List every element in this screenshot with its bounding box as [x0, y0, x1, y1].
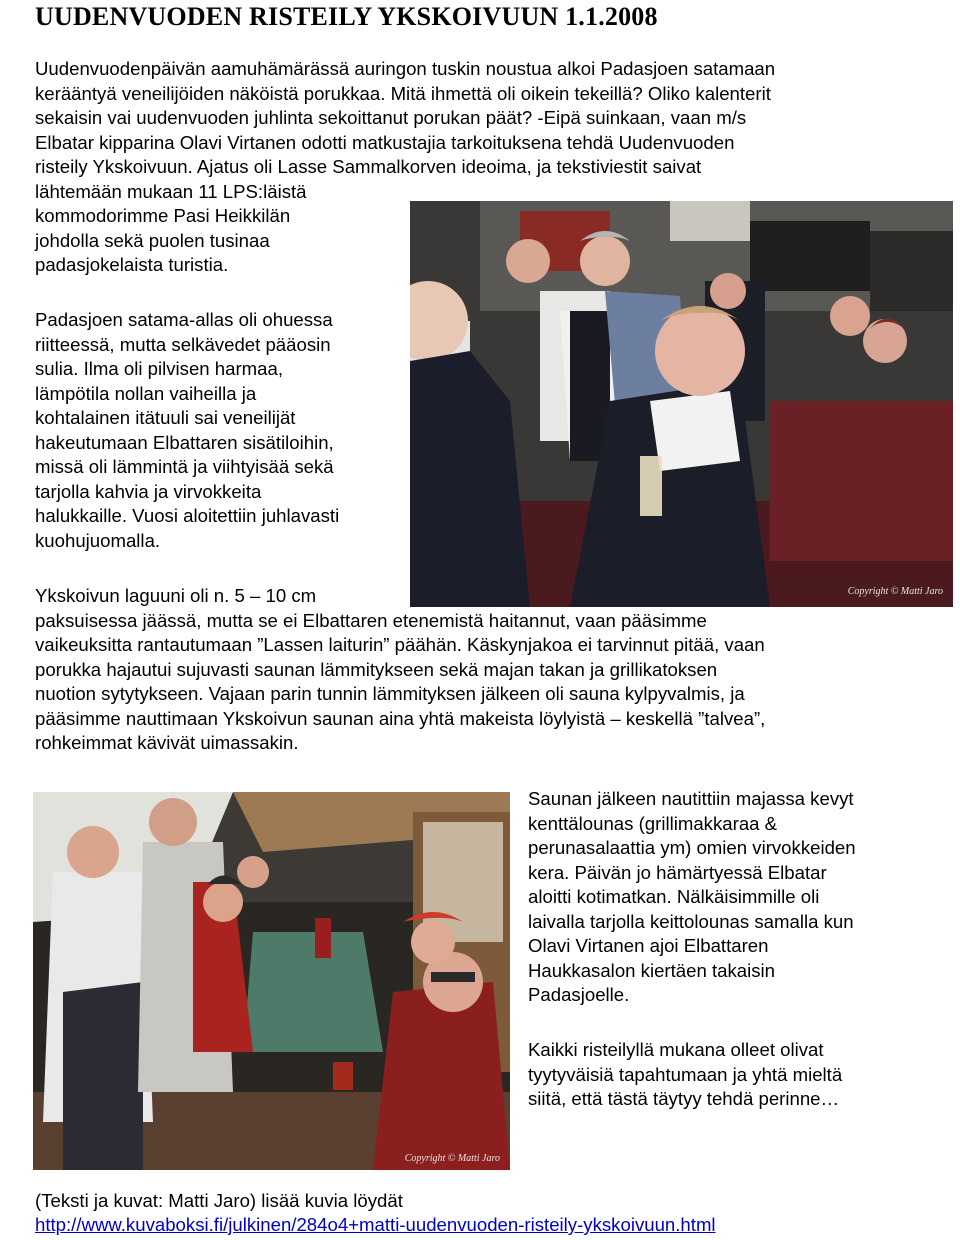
text-line: perunasalaattia ym) omien virvokkeiden [528, 837, 856, 858]
photo-watermark: Copyright © Matti Jaro [404, 1153, 500, 1164]
more-photos-link[interactable]: http://www.kuvaboksi.fi/julkinen/284o4+matti-uudenvuoden-risteily-ykskoivuun.html [35, 1214, 716, 1235]
article-title: UUDENVUODEN RISTEILY YKSKOIVUUN 1.1.2008 [35, 2, 658, 31]
text-line: Elbatar kipparina Olavi Virtanen odotti matkustajia tarkoituksena tehdä Uudenvuoden [35, 131, 735, 153]
text-line: johdolla sekä puolen tusinaa [35, 229, 270, 251]
text-line: nuotion sytytykseen. Vajaan parin tunnin lämmityksen jälkeen oli sauna kylpyvalmis, ja [35, 683, 745, 704]
text-line: tarjolla kahvia ja virvokkeita [35, 480, 262, 502]
text-line: kenttälounas (grillimakkaraa & [528, 812, 778, 834]
text-line: Ykskoivun laguuni oli n. 5 – 10 cm [35, 585, 317, 606]
text-line: sekaisin vai uudenvuoden juhlinta sekoittanut porukan päät? -Eipä suinkaan, vaan m/s [35, 107, 747, 128]
photo-credit: (Teksti ja kuvat: Matti Jaro) lisää kuvia löydät [35, 1190, 403, 1211]
text-line: Kaikki risteilyllä mukana olleet olivat [528, 1039, 824, 1060]
text-line: siitä, että tästä täytyy tehdä perinne… [528, 1088, 840, 1109]
text-line: halukkaille. Vuosi aloitettiin juhlavasti [35, 505, 340, 526]
text-line: kera. Päivän jo hämärtyessä Elbatar [528, 861, 827, 883]
text-line: tyytyväisiä tapahtumaan ja yhtä mieltä [528, 1063, 843, 1085]
text-line: risteily Ykskoivuun. Ajatus oli Lasse Sammalkorven ideoima, ja tekstiviestit saivat [35, 156, 702, 177]
text-line: Olavi Virtanen ajoi Elbattaren [528, 935, 769, 956]
text-line: Padasjoen satama-allas oli ohuessa [35, 309, 333, 330]
text-line: vaikeuksitta rantautumaan ”Lassen laiturin” päähän. Käskynjakoa ei tarvinnut pitää, vaan [35, 634, 765, 655]
text-line: Uudenvuodenpäivän aamuhämärässä auringon tuskin noustua alkoi Padasjoen satamaan [35, 58, 776, 79]
text-line: porukka hajautui sujuvasti saunan lämmitykseen sekä majan takan ja grillikatoksen [35, 658, 718, 680]
text-line: kerääntyä veneilijöiden näköistä porukkaa. Mitä ihmettä oli oikein tekeillä? Oliko kalenterit [35, 82, 771, 104]
text-line: aloitti kotimatkan. Nälkäisimmille oli [528, 886, 820, 907]
text-line: paksuisessa jäässä, mutta se ei Elbattaren etenemistä haitannut, vaan pääsimme [35, 609, 707, 631]
text-line: missä oli lämmintä ja viihtyisää sekä [35, 456, 334, 477]
text-line: rohkeimmat kävivät uimassakin. [35, 732, 299, 753]
text-line: lämpötila nollan vaiheilla ja [35, 382, 257, 404]
text-line: kommodorimme Pasi Heikkilän [35, 205, 291, 226]
text-line: sulia. Ilma oli pilvisen harmaa, [35, 358, 284, 379]
photo-watermark: Copyright © Matti Jaro [847, 586, 943, 597]
text-line: kuohujuomalla. [35, 529, 161, 551]
text-line: Saunan jälkeen nautittiin majassa kevyt [528, 788, 854, 809]
text-line: Haukkasalon kiertäen takaisin [528, 959, 776, 981]
text-line: lähtemään mukaan 11 LPS:läistä [35, 180, 307, 202]
text-line: pääsimme nauttimaan Ykskoivun saunan aina yhtä makeista löylyistä – keskellä ”talvea”, [35, 707, 766, 729]
cottage-group-photo [33, 792, 510, 1170]
text-line: hakeutumaan Elbattaren sisätiloihin, [35, 431, 334, 453]
text-line: padasjokelaista turistia. [35, 254, 229, 275]
text-line: kohtalainen itätuuli sai veneilijät [35, 407, 296, 428]
text-line: Padasjoelle. [528, 984, 630, 1005]
cabin-toast-photo [410, 201, 953, 607]
text-line: laivalla tarjolla keittolounas samalla kun [528, 910, 854, 932]
text-line: riitteessä, mutta selkävedet pääosin [35, 333, 331, 355]
